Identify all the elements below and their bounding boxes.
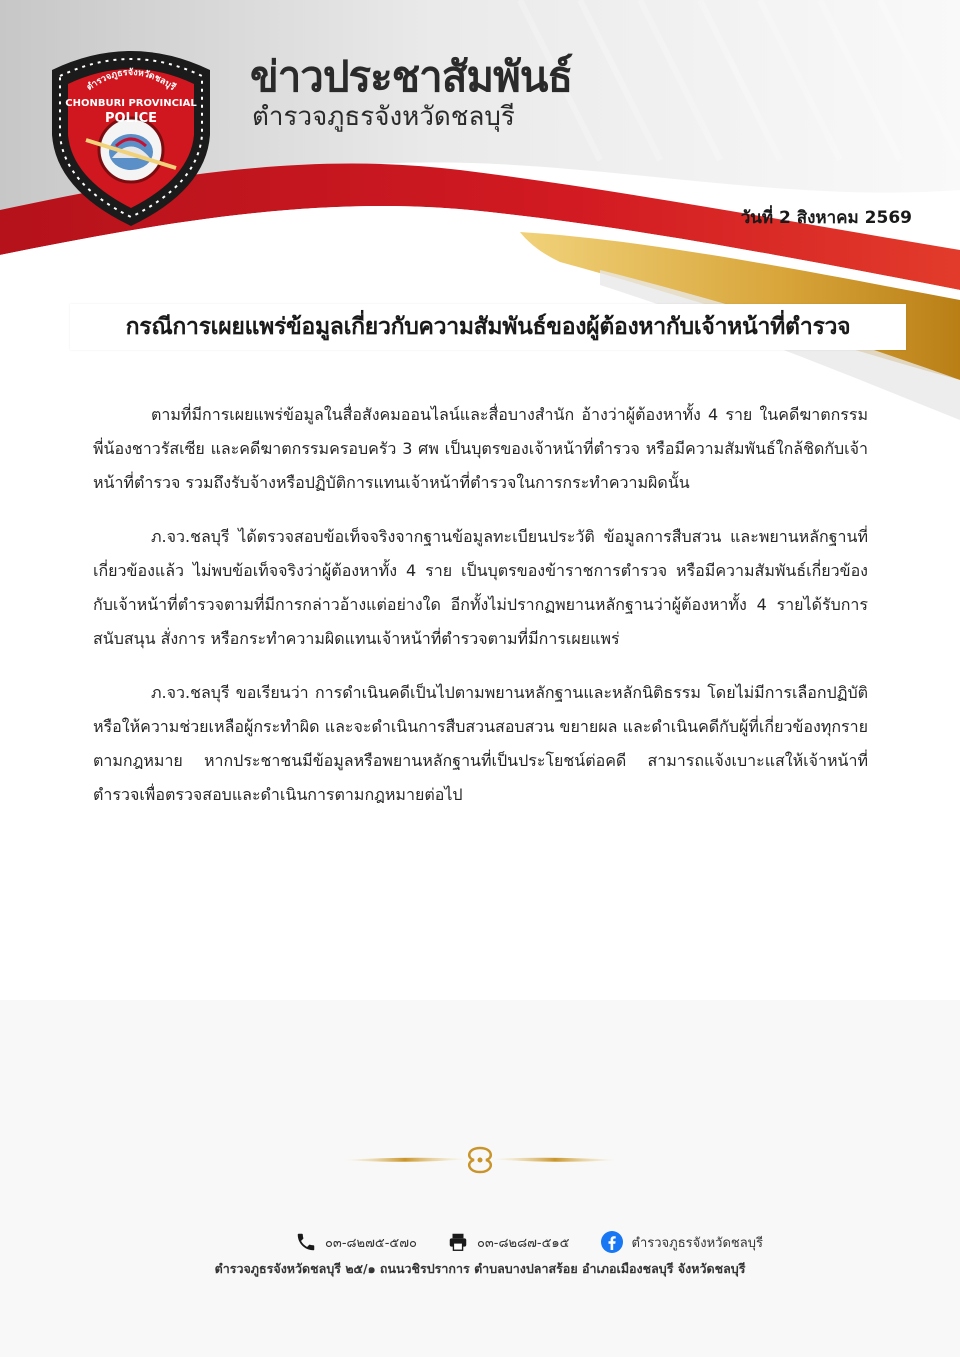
phone-icon: [295, 1231, 317, 1253]
paragraph-1: ตามที่มีการเผยแพร่ข้อมูลในสื่อสังคมออนไลน์และสื่อบางสำนัก อ้างว่าผู้ต้องหาทั้ง 4 ราย ในคดีฆาตกรรมพี่น้องชาวรัสเซีย และคดีฆาตกรรมครอบครัว 3 ศพ เป็นบุตรของเจ้าหน้าที่ตำรวจ หรือมีความสัมพันธ์ใกล้ชิดกับเจ้าหน้าที่ตำรวจ รวมถึงรับจ้างหรือปฏิบัติการแทนเจ้าหน้าที่ตำรวจในการกระทำความผิดนั้น: [93, 405, 868, 492]
chonburi-police-emblem-logo: [46, 40, 216, 230]
fax-printer-icon: [447, 1231, 469, 1253]
address: ตำรวจภูธรจังหวัดชลบุรี ๒๕/๑ ถนนวชิรปราการ ตำบลบางปลาสร้อย อำเภอเมืองชลบุรี จังหวัดชลบุรี: [214, 1261, 746, 1276]
paragraph-3: ภ.จว.ชลบุรี ขอเรียนว่า การดำเนินคดีเป็นไปตามพยานหลักฐานและหลักนิติธรรม โดยไม่มีการเลือกปฏิบัติหรือให้ความช่วยเหลือผู้กระทำผิด และจะดำเนินการสืบสวนสอบสวน ขยายผล และดำเนินคดีกับผู้ที่เกี่ยวข้องทุกรายตามกฎหมาย หากประชาชนมีข้อมูลหรือพยานหลักฐานที่เป็นประโยชน์ต่อคดี สามารถแจ้งเบาะแสให้เจ้าหน้าที่ตำรวจเพื่อตรวจสอบและดำเนินการตามกฎหมายต่อไป: [93, 683, 868, 804]
paragraph-2: ภ.จว.ชลบุรี ได้ตรวจสอบข้อเท็จจริงจากฐานข้อมูลทะเบียนประวัติ ข้อมูลการสืบสวน และพยานหลักฐานที่เกี่ยวข้องแล้ว ไม่พบข้อเท็จจริงว่าผู้ต้องหาทั้ง 4 ราย เป็นบุตรของข้าราชการตำรวจ หรือมีความสัมพันธ์เกี่ยวข้องกับเจ้าหน้าที่ตำรวจตามที่มีการกล่าวอ้างแต่อย่างใด อีกทั้งไม่ปรากฏพยานหลักฐานว่าผู้ต้องหาทั้ง 4 รายได้รับการสนับสนุน สั่งการ หรือกระทำความผิดแทนเจ้าหน้าที่ตำรวจตามที่มีการเผยแพร่: [93, 527, 868, 648]
page-subtitle: ตำรวจภูธรจังหวัดชลบุรี: [252, 102, 515, 132]
phone-contact: [295, 1231, 417, 1253]
emblem-thai-text: ตำรวจภูธรจังหวัดชลบุรี: [85, 67, 178, 94]
headline: กรณีการเผยแพร่ข้อมูลเกี่ยวกับความสัมพันธ์ของผู้ต้องหากับเจ้าหน้าที่ตำรวจ: [125, 314, 851, 340]
fax-contact: [447, 1231, 570, 1253]
emblem-police-text: POLICE: [104, 111, 158, 126]
ornamental-divider: [340, 1144, 620, 1176]
emblem-english-text: CHONBURI PROVINCIAL: [65, 98, 197, 109]
headline-box: [70, 304, 906, 350]
fax-number: ๐๓-๘๒๘๗-๕๑๕: [476, 1235, 570, 1251]
facebook-contact[interactable]: [600, 1230, 763, 1254]
release-date: วันที่ 2 สิงหาคม 2569: [740, 208, 912, 228]
facebook-page-name: ตำรวจภูธรจังหวัดชลบุรี: [631, 1235, 763, 1251]
phone-number: ๐๓-๘๒๗๕-๕๗๐: [325, 1235, 417, 1251]
contact-row: [295, 1227, 793, 1257]
facebook-icon: [600, 1230, 624, 1254]
page-title: ข่าวประชาสัมพันธ์: [250, 52, 573, 101]
body-text: [93, 398, 868, 832]
